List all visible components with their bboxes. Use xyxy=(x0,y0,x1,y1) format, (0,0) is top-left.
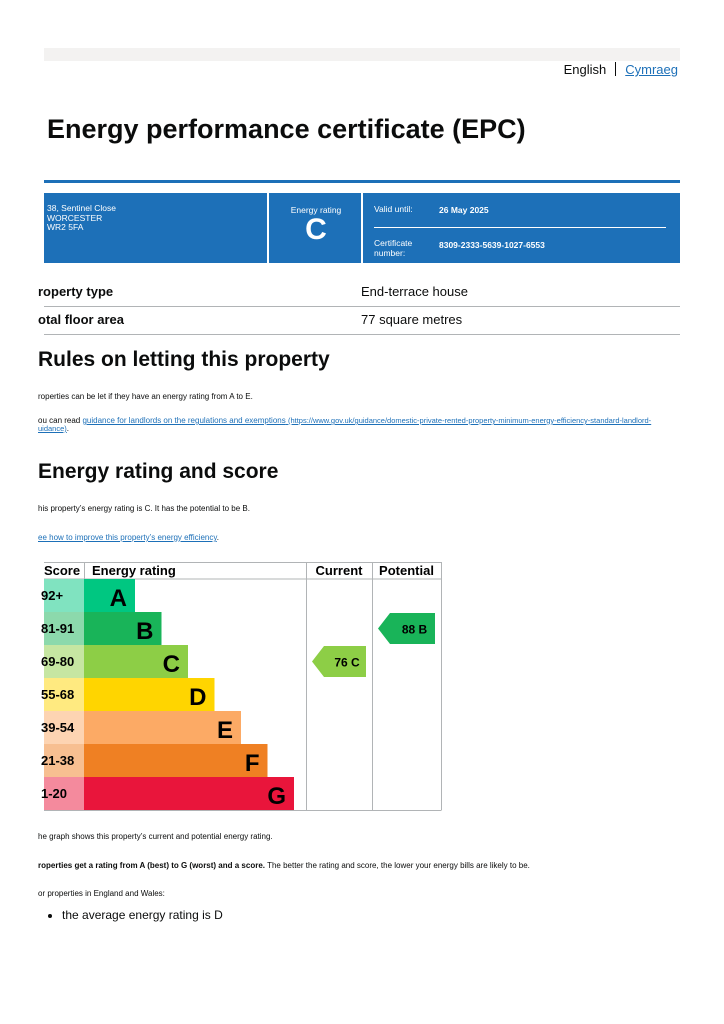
certificate-label-line: number: xyxy=(374,247,406,258)
rating-letter-b: B xyxy=(136,618,154,645)
summary-label: roperty type xyxy=(38,284,114,299)
improve-efficiency-link[interactable]: ee how to improve this property’s energy efficiency xyxy=(38,533,217,542)
energy-rating-letter: C xyxy=(305,213,327,246)
score-label-b: 81-91 xyxy=(41,621,75,636)
score-label-d: 55-68 xyxy=(41,687,75,702)
score-heading: Energy rating and score xyxy=(38,460,279,483)
summary-row-property-type xyxy=(38,279,680,307)
valid-until-date: 26 May 2025 xyxy=(439,205,489,215)
rules-heading: Rules on letting this property xyxy=(38,348,330,371)
title-rule xyxy=(44,180,680,183)
language-english: English xyxy=(563,62,607,77)
property-address xyxy=(47,204,116,233)
guidance-prefix: ou can read xyxy=(38,416,83,425)
rating-letter-c: C xyxy=(162,651,180,678)
top-bar xyxy=(44,48,680,61)
rating-letter-a: A xyxy=(109,585,127,612)
potential-header: Potential xyxy=(379,563,434,578)
current-rating-label: 76 C xyxy=(334,655,360,670)
address-line: 38, Sentinel Close xyxy=(47,203,116,213)
graph-note: he graph shows this property’s current and potential energy rating. xyxy=(38,832,273,841)
improve-suffix: . xyxy=(216,533,219,542)
guidance-link-text: guidance for landlords on the regulations and exemptions xyxy=(82,416,286,425)
rules-guidance xyxy=(38,416,651,425)
banner-divider xyxy=(267,193,269,263)
page-title: Energy performance certificate (EPC) xyxy=(47,114,526,144)
rating-letter-g: G xyxy=(267,783,286,810)
rating-note-rest: The better the rating and score, the lower your energy bills are likely to be. xyxy=(265,861,530,870)
summary-label: otal floor area xyxy=(38,312,124,327)
epc-page xyxy=(38,48,680,1024)
banner-divider xyxy=(361,193,363,263)
language-switcher xyxy=(564,62,678,77)
score-label-a: 92+ xyxy=(41,588,64,603)
rating-note xyxy=(38,861,530,870)
guidance-url: (https://www.gov.uk/guidance/domestic-private-rented-property-minimum-energy-efficiency-standard-landlord- xyxy=(287,416,652,425)
score-text: his property’s energy rating is C. It has the potential to be B. xyxy=(38,504,250,513)
score-label-e: 39-54 xyxy=(41,720,75,735)
guidance-url-cont[interactable]: uidance) xyxy=(38,424,67,433)
england-wales-note: or properties in England and Wales: xyxy=(38,889,165,898)
valid-until-label: Valid until: xyxy=(374,204,413,214)
energy-rating-chart xyxy=(41,562,442,811)
score-header: Score xyxy=(43,563,81,578)
rating-letter-e: E xyxy=(216,717,233,744)
certificate-number: 8309-2333-5639-1027-6553 xyxy=(439,240,545,250)
energy-rating-label: Energy rating xyxy=(290,205,342,215)
certificate-number-label xyxy=(374,239,412,258)
summary-value: 77 square metres xyxy=(361,312,463,327)
certificate-label-line: Certificate xyxy=(374,238,413,248)
summary-row-floor-area xyxy=(38,307,680,335)
language-cymraeg-link[interactable]: Cymraeg xyxy=(625,62,678,77)
rating-letter-d: D xyxy=(189,684,207,711)
energy-rating-header: Energy rating xyxy=(92,563,176,578)
improve-line xyxy=(38,533,219,542)
guidance-link[interactable] xyxy=(82,416,651,425)
score-label-f: 21-38 xyxy=(41,753,75,768)
potential-rating-label: 88 B xyxy=(401,622,428,637)
rules-guidance-cont xyxy=(38,424,69,433)
rating-bar-f xyxy=(84,744,268,777)
guidance-suffix: . xyxy=(66,424,70,433)
list-item: • the average energy rating is D xyxy=(62,908,223,922)
address-line: WORCESTER xyxy=(47,212,103,223)
language-divider xyxy=(615,62,616,76)
rating-bar-g xyxy=(84,777,294,810)
banner-rule xyxy=(374,227,666,228)
current-header: Current xyxy=(315,563,363,578)
rules-text: roperties can be let if they have an energy rating from A to E. xyxy=(38,392,253,401)
rating-note-bold: roperties get a rating from A (best) to G (worst) and a score. xyxy=(38,861,265,870)
summary-value: End-terrace house xyxy=(361,284,468,299)
bullet-list xyxy=(52,908,223,922)
rating-letter-f: F xyxy=(244,750,260,777)
certificate-banner xyxy=(44,193,680,263)
score-label-g: 1-20 xyxy=(41,786,68,801)
score-label-c: 69-80 xyxy=(41,654,75,669)
address-line: WR2 5FA xyxy=(47,222,84,232)
